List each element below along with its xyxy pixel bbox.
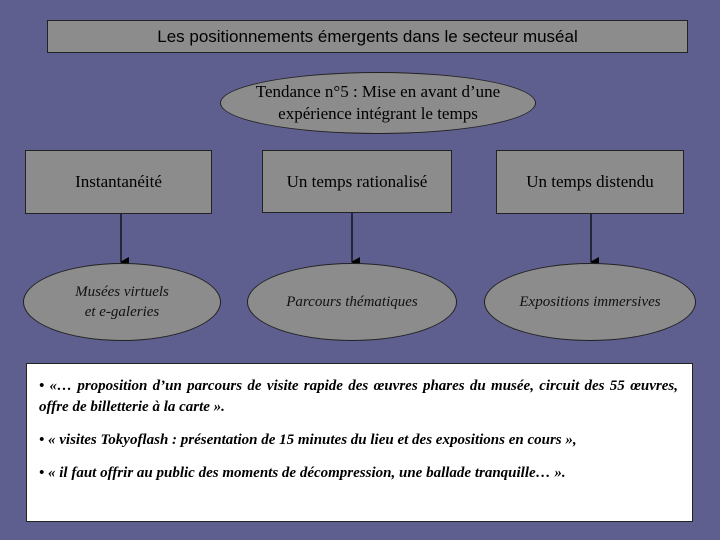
quote-1: • «… proposition d’un parcours de visite rapide des œuvres phares du musée, circuit des 55 œuvres, offre de billetterie à la carte ».	[39, 378, 678, 415]
quote-2: • « visites Tokyoflash : présentation de 15 minutes du lieu et des expositions en cours »,	[39, 432, 577, 448]
quote-3: • « il faut offrir au public des moments de décompression, une ballade tranquille… ».	[39, 465, 566, 481]
category-extended-time-label: Un temps distendu	[526, 172, 654, 191]
quotes-box	[26, 363, 693, 522]
example-immersive-exhibitions-label: Expositions immersives	[519, 294, 661, 310]
trend-line-1: Tendance n°5 : Mise en avant d’une	[255, 82, 501, 101]
category-instantaneity-label: Instantanéité	[75, 172, 162, 191]
category-rationalized-time-label: Un temps rationalisé	[286, 171, 428, 191]
example-virtual-museums-line-2: et e-galeries	[84, 304, 160, 320]
trend-line-2: expérience intégrant le temps	[278, 104, 478, 123]
example-thematic-routes-oval	[247, 263, 457, 341]
example-virtual-museums-oval	[23, 263, 221, 341]
example-immersive-exhibitions-oval	[484, 263, 696, 341]
slide-title: Les positionnements émergents dans le secteur muséal	[47, 20, 688, 53]
example-thematic-routes-label: Parcours thématiques	[286, 294, 418, 310]
example-virtual-museums-line-1: Musées virtuels	[75, 284, 169, 300]
